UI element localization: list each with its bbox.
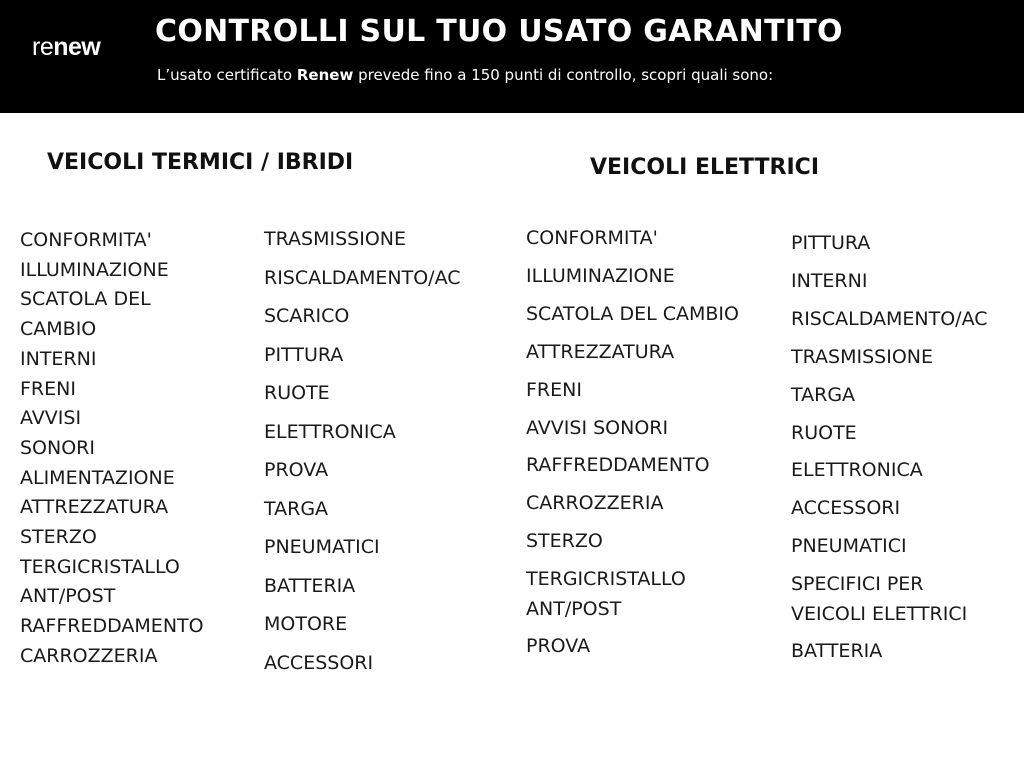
check-item: STERZO [526, 530, 603, 553]
check-item: ACCESSORI [791, 497, 901, 520]
check-item: PNEUMATICI [264, 536, 380, 558]
check-item: AVVISI [20, 407, 82, 430]
check-item: BATTERIA [791, 640, 883, 663]
check-item: SCATOLA DEL [20, 288, 151, 311]
check-item: ACCESSORI [264, 651, 374, 674]
check-item: SCARICO [264, 305, 350, 327]
elettrici-column-2 [791, 225, 988, 671]
termici-column-1 [20, 226, 204, 672]
check-item: SCATOLA DEL CAMBIO [526, 302, 739, 325]
check-item: TARGA [264, 497, 329, 520]
check-item-line: SPECIFICI PER [791, 573, 924, 596]
check-item: PITTURA [264, 343, 344, 366]
check-item: TRASMISSIONE [791, 345, 933, 368]
check-item: CARROZZERIA [526, 492, 664, 515]
check-item: CARROZZERIA [20, 644, 158, 667]
subtitle-brand: Renew [296, 66, 354, 84]
check-item: PROVA [264, 459, 329, 481]
check-item: MOTORE [264, 613, 348, 635]
check-item: FRENI [526, 378, 582, 401]
check-item: RAFFREDDAMENTO [20, 615, 204, 638]
check-item: RUOTE [264, 382, 330, 404]
check-item-line: TERGICRISTALLO [526, 568, 686, 591]
termici-column-2 [264, 220, 461, 682]
check-item: ELETTRONICA [791, 459, 923, 482]
check-item: PROVA [526, 635, 591, 658]
check-item-line: VEICOLI ELETTRICI [791, 602, 968, 625]
check-item: BATTERIA [264, 574, 356, 597]
check-item: RISCALDAMENTO/AC [264, 266, 461, 289]
check-item: INTERNI [20, 347, 97, 370]
check-item: ANT/POST [20, 585, 116, 608]
check-item [791, 570, 988, 629]
check-item: STERZO [20, 526, 97, 549]
check-item: TRASMISSIONE [264, 228, 406, 250]
check-item: INTERNI [791, 269, 868, 292]
check-item: TERGICRISTALLO [20, 555, 180, 578]
elettrici-column-1 [526, 220, 739, 666]
check-item: RUOTE [791, 421, 857, 444]
check-item: PNEUMATICI [791, 535, 907, 558]
page-subtitle: L’usato certificato Renew prevede fino a 150 punti di controllo, scopri quali sono: [157, 66, 774, 84]
check-item [526, 565, 739, 624]
renew-logo: renew [32, 33, 101, 61]
check-item: ELETTRONICA [264, 420, 396, 443]
check-item: ILLUMINAZIONE [20, 258, 169, 281]
check-item: RISCALDAMENTO/AC [791, 307, 988, 330]
check-item: FRENI [20, 377, 76, 400]
check-item: CONFORMITA' [526, 227, 658, 249]
check-item: ATTREZZATURA [20, 496, 169, 519]
check-item: SONORI [20, 436, 95, 459]
section-title-elettrici: VEICOLI ELETTRICI [590, 155, 820, 180]
check-item: TARGA [791, 383, 856, 406]
check-item: AVVISI SONORI [526, 416, 669, 439]
check-item-line: ANT/POST [526, 597, 622, 620]
section-title-termici: VEICOLI TERMICI / IBRIDI [47, 150, 354, 175]
check-item: CONFORMITA' [20, 229, 152, 251]
check-item: RAFFREDDAMENTO [526, 454, 710, 477]
check-item: ILLUMINAZIONE [526, 264, 675, 287]
check-item: ALIMENTAZIONE [20, 466, 175, 489]
check-item: CAMBIO [20, 318, 97, 341]
check-item: ATTREZZATURA [526, 340, 675, 363]
check-item: PITTURA [791, 232, 871, 254]
header-banner [0, 0, 1024, 113]
page-title: CONTROLLI SUL TUO USATO GARANTITO [155, 14, 843, 49]
